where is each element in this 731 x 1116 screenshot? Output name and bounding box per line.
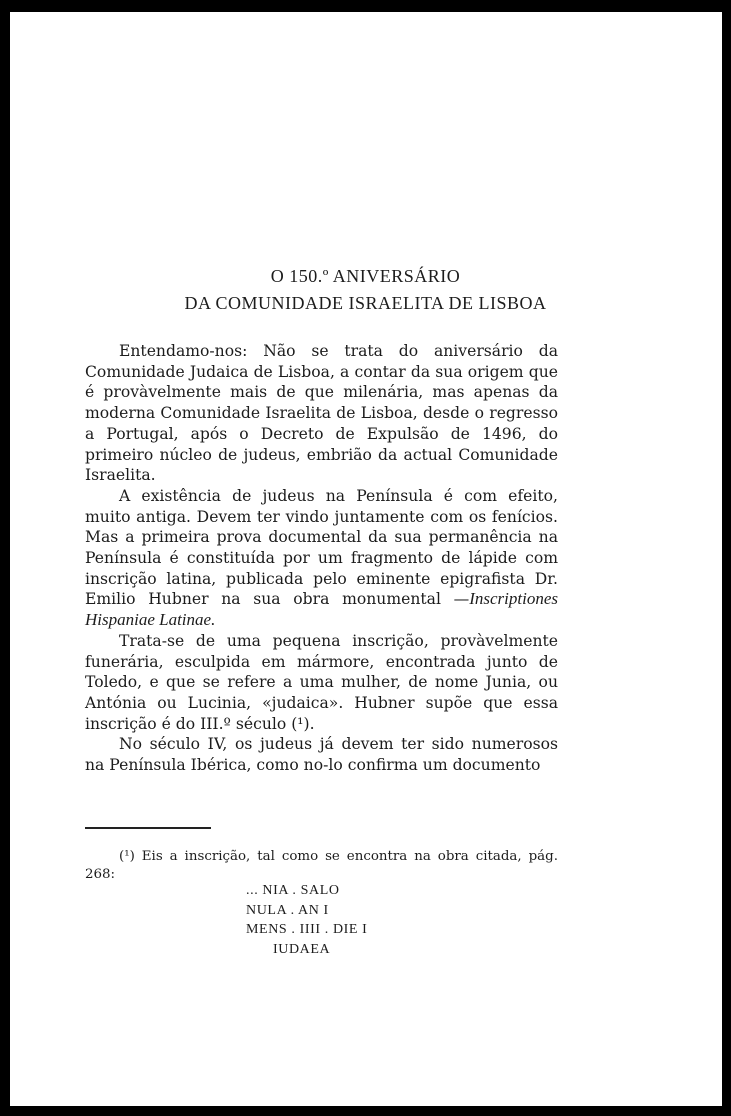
paragraph-1: Entendamo-nos: Não se trata do aniversário da Comunidade Judaica de Lisboa, a contar da sua origem que é provàvelmente mais de que milenária, mas apenas da moderna Comunidade Israelita de Lisboa, desde o regresso a Portugal, após o Decreto de Expulsão de 1496, do primeiro núcleo de judeus, embrião da actual Comunidade Israelita. [85,342,558,485]
paragraph-3-text: Trata-se de uma pequena inscrição, provàvelmente funerária, esculpida em mármore, encontrada junto de Toledo, e que se refere a uma mulher, de nome Junia, ou Antónia ou Lucinia, «judaica». Hubner supõe que essa inscrição é do [85,631,558,733]
footnote [85,848,558,884]
paragraph-4 [85,734,558,775]
paragraph-4-text: No século [119,735,201,754]
paragraph-2-text: A existência de judeus na Península é com efeito, muito antiga. Devem ter vindo juntamente com os fenícios. Mas a primeira prova documental da sua permanência na Península é constituída por um fragmento de lápide com inscrição latina, publicada pelo eminente epigrafista Dr. Emilio Hubner na sua obra monumental — [85,486,558,609]
inscription-line-3: MENS . IIII . DIE I [246,922,368,937]
footnote-divider [85,827,211,829]
century-label-2: IV, [207,735,228,754]
inscription-line-2: NULA . AN I [246,902,329,918]
footnote-text: Eis a inscrição, tal como se encontra na obra citada, pág. 268: [85,849,558,882]
paragraph-2 [85,486,558,631]
article-body [85,341,558,776]
footnote-marker: (¹) [119,849,135,864]
inscription-line-1: ... NIA . SALO [246,883,340,898]
footnote-ref: (¹). [291,714,315,733]
paragraph-4-end: os judeus já devem ter sido numerosos na Península Ibérica, como no-lo confirma um documento [85,735,558,775]
century-label: III.º [200,714,231,733]
title-line-2: DA COMUNIDADE ISRAELITA DE LISBOA [184,293,547,313]
inscription [246,881,367,959]
inscription-line-4: IUDAEA [273,941,331,957]
title-line-1: O 150.º ANIVERSÁRIO [270,266,461,286]
paragraph-3-end: século [235,714,287,733]
work-title: Inscriptiones Hispaniae Latinae. [85,589,558,630]
paragraph-3 [85,631,558,735]
